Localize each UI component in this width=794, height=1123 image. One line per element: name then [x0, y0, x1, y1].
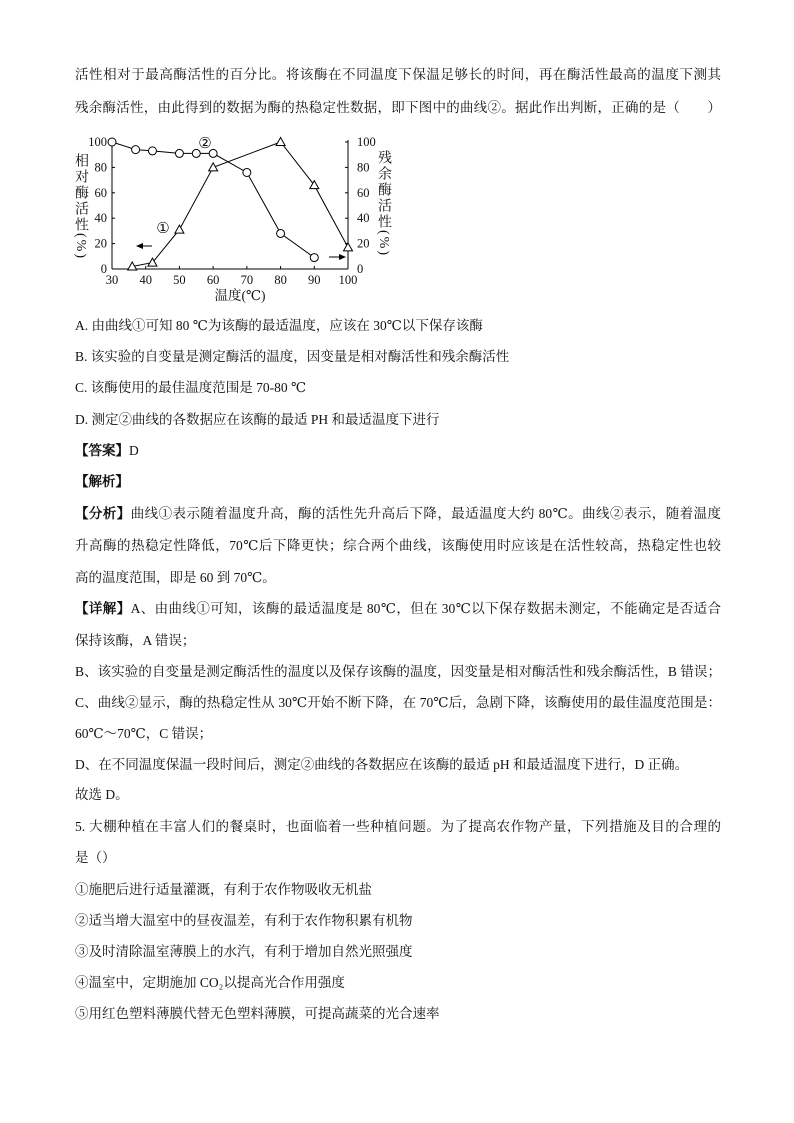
- option-c: C. 该酶使用的最佳温度范围是 70-80 ℃: [75, 380, 307, 395]
- curve-2-circle-point: [148, 147, 156, 155]
- left-y-tick-label: 20: [94, 236, 107, 251]
- detail-line-1: [75, 599, 721, 619]
- solution-heading: [75, 472, 129, 492]
- detail-line-3: B、该实验的自变量是测定酶活性的温度以及保存该酶的温度，因变量是相对酶活性和残余酶活性，B 错误；: [75, 664, 721, 679]
- answer-line: [75, 441, 139, 461]
- option-a: A. 由曲线①可知 80 ℃为该酶的最适温度，应该在 30℃以下保存该酶: [75, 318, 483, 333]
- enzyme-activity-chart: [60, 128, 400, 310]
- curve-2-circle-point: [175, 149, 183, 157]
- x-tick-label: 90: [308, 273, 321, 287]
- right-y-tick-label: 80: [357, 160, 370, 175]
- x-tick-label: 50: [173, 273, 186, 287]
- detail-tag: 【详解】: [75, 601, 131, 616]
- curve-1-triangle-point: [344, 243, 353, 251]
- x-tick-label: 70: [240, 273, 254, 287]
- x-tick-label: 30: [105, 273, 119, 287]
- question5-line-1: 5. 大棚种植在丰富人们的餐桌时，也面临着一些种植问题。为了提高农作物产量，下列措施及目的合理的: [75, 819, 721, 834]
- curve-2-line: [112, 142, 314, 258]
- curve-2-circle-point: [132, 146, 140, 154]
- left-y-tick-label: 80: [94, 160, 107, 175]
- left-y-tick-label: 40: [94, 211, 107, 226]
- curve-2-label: ②: [198, 134, 212, 152]
- analysis-line-3: 高的温度范围，即是 60 到 70℃。: [75, 570, 276, 585]
- right-y-axis-label: 残余酶活性(%): [376, 150, 391, 257]
- detail-line-4: C、曲线②显示，酶的热稳定性从 30℃开始不断下降，在 70℃后，急剧下降，该酶使用的最佳温度范围是：: [75, 695, 721, 710]
- analysis-text-1: 曲线①表示随着温度升高，酶的活性先升高后下降，最适温度大约 80℃。曲线②表示，随着温度: [130, 506, 722, 521]
- curve-1-triangle-point: [175, 225, 184, 233]
- solution-tag: 【解析】: [75, 474, 129, 489]
- curve-1-triangle-point: [276, 138, 285, 146]
- x-axis-label: 温度(℃): [214, 288, 266, 303]
- left-y-tick-label: 100: [88, 135, 107, 149]
- option-b: B. 该实验的自变量是测定酶活的温度，因变量是相对酶活性和残余酶活性: [75, 349, 510, 364]
- curve-2-circle-point: [108, 138, 116, 146]
- curve-1-line: [132, 142, 348, 267]
- intro-line-2: 残余酶活性，由此得到的数据为酶的热稳定性数据，即下图中的曲线②。据此作出判断，正确的是（ ）: [75, 100, 721, 115]
- right-y-tick-label: 20: [357, 236, 370, 251]
- analysis-tag: 【分析】: [75, 506, 131, 521]
- right-y-tick-label: 0: [357, 262, 364, 276]
- detail-line-2: 保持该酶，A 错误；: [75, 633, 196, 648]
- right-y-tick-label: 100: [357, 135, 376, 149]
- curve-1-label: ①: [156, 219, 170, 237]
- right-y-tick-label: 40: [357, 211, 370, 226]
- curve-2-circle-point: [277, 229, 285, 237]
- question5-item-3: ③及时清除温室薄膜上的水汽，有利于增加自然光照强度: [75, 944, 413, 959]
- question5-line-2: 是（）: [75, 850, 116, 865]
- question5-item-1: ①施肥后进行适量灌溉，有利于农作物吸收无机盐: [75, 882, 372, 897]
- x-tick-label: 60: [206, 273, 220, 287]
- detail-line-7: 故选 D。: [75, 787, 129, 802]
- detail-text-1: A、由曲线①可知，该酶的最适温度是 80℃，但在 30℃以下保存数据未测定，不能确定是否适合: [130, 601, 722, 616]
- answer-value: D: [129, 443, 139, 458]
- x-tick-label: 40: [139, 273, 152, 287]
- option-d: D. 测定②曲线的各数据应在该酶的最适 PH 和最适温度下进行: [75, 412, 440, 427]
- curve-1-triangle-point: [209, 163, 218, 171]
- x-tick-label: 100: [338, 273, 358, 287]
- intro-line-1: 活性相对于最高酶活性的百分比。将该酶在不同温度下保温足够长的时间，再在酶活性最高的温度下测其: [75, 67, 721, 82]
- question5-item-5: ⑤用红色塑料薄膜代替无色塑料薄膜，可提高蔬菜的光合速率: [75, 1006, 440, 1021]
- left-y-axis-label: 相对酶活性(%): [73, 153, 88, 260]
- analysis-line-1: [75, 504, 721, 524]
- analysis-line-2: 升高酶的热稳定性降低，70℃后下降更快；综合两个曲线，该酶使用时应该是在活性较高，热稳定性也较: [75, 538, 721, 553]
- curve-2-circle-point: [243, 168, 251, 176]
- right-y-tick-label: 60: [357, 185, 370, 200]
- detail-line-6: D、在不同温度保温一段时间后，测定②曲线的各数据应在该酶的最适 pH 和最适温度下进行，D 正确。: [75, 757, 689, 772]
- answer-tag: 【答案】: [75, 443, 129, 458]
- detail-line-5: 60℃～70℃，C 错误；: [75, 726, 213, 741]
- left-y-tick-label: 60: [94, 185, 107, 200]
- left-y-tick-label: 0: [100, 262, 107, 276]
- question5-item-4: ④温室中，定期施加 CO₂以提高光合作用强度: [75, 975, 345, 990]
- x-tick-label: 80: [274, 273, 287, 287]
- question5-item-2: ②适当增大温室中的昼夜温差，有利于农作物积累有机物: [75, 913, 413, 928]
- curve-2-circle-point: [310, 254, 318, 262]
